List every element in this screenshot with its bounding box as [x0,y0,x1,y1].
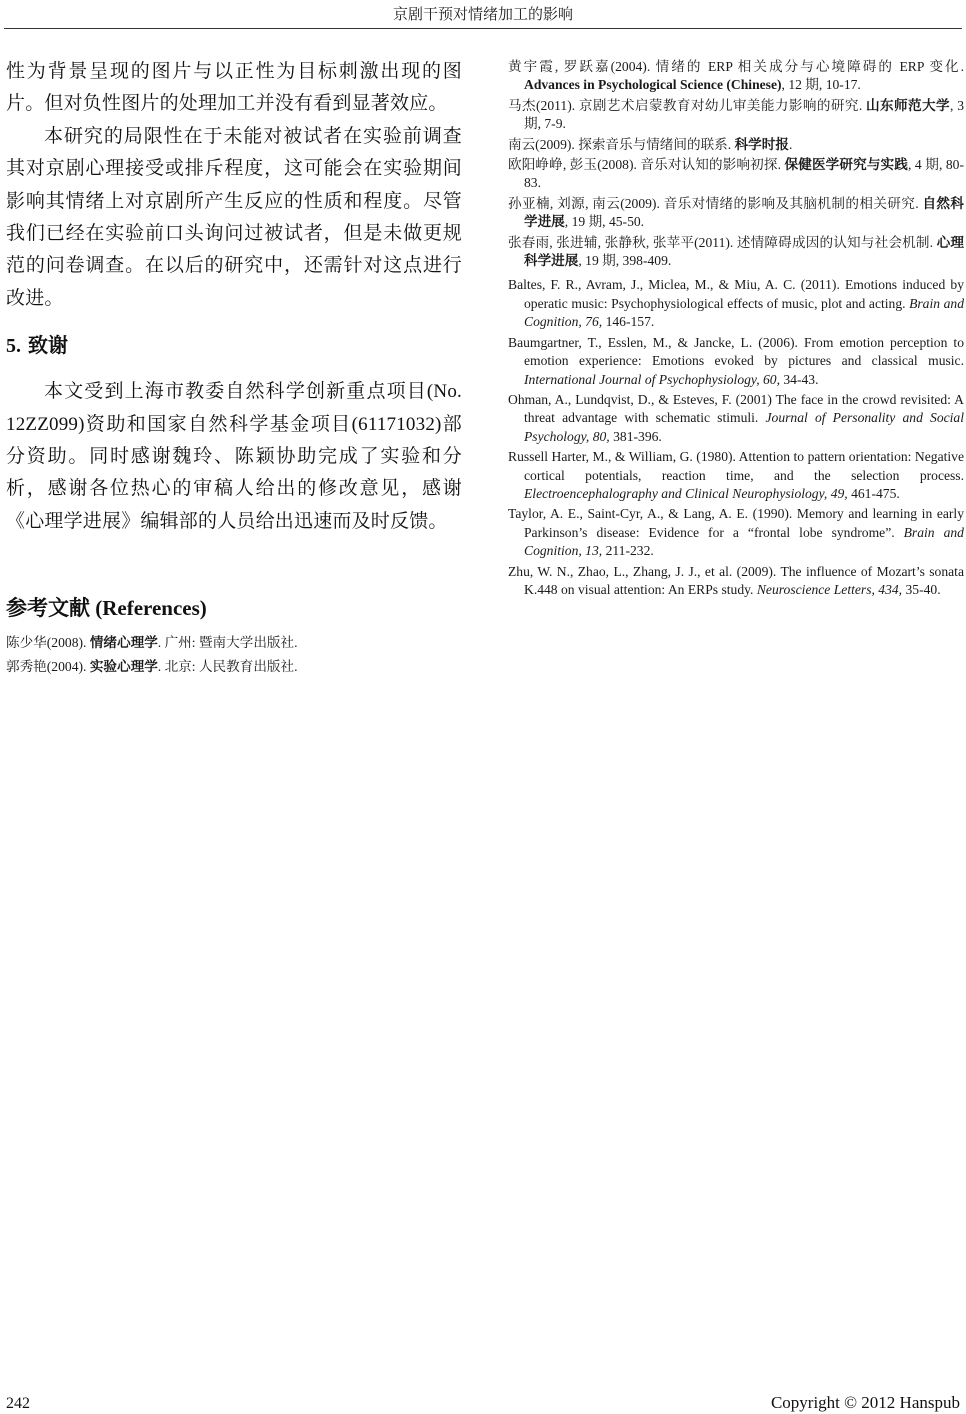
references-heading [6,592,462,624]
reference-entry: 郭秀艳(2004). 实验心理学. 北京: 人民教育出版社. [6,659,298,675]
references-heading-zh: 参考文献 [6,596,90,621]
reference-entry: Russell Harter, M., & William, G. (1980). Attention to pattern orientation: Negative cortical potentials, reaction time, and the selection process. Electroencephalography and Clinical Neurophysiology, 49, 461-475. [508,449,964,501]
reference-entry: 陈少华(2008). 情绪心理学. 广州: 暨南大学出版社. [6,635,298,651]
reference-entry: Baumgartner, T., Esslen, M., & Jancke, L. (2006). From emotion perception to emotion experience: Emotions evoked by pictures and classical music. International Journal of Psychophysiology, 60, 34-43. [508,334,964,387]
reference-entry: 孙亚楠, 刘源, 南云(2009). 音乐对情绪的影响及其脑机制的相关研究. 自然科学进展, 19 期, 45-50. [508,195,965,230]
reference-entry: 南云(2009). 探索音乐与情绪间的联系. 科学时报. [508,136,793,152]
reference-entry: 欧阳峥峥, 彭玉(2008). 音乐对认知的影响初探. 保健医学研究与实践, 4 期, 80-83. [508,157,964,191]
acknowledgement-paragraph: 本文受到上海市教委自然科学创新重点项目(No. 12ZZ099)资助和国家自然科学基金项目(61171032)部分资助。同时感谢魏玲、陈颖协助完成了实验和分析，感谢各位热心的审稿人给出的修改意见，感谢《心理学进展》编辑部的人员给出迅速而及时反馈。 [6,381,462,532]
header-rule [4,28,962,29]
left-column [6,56,462,678]
reference-entry: 马杰(2011). 京剧艺术启蒙教育对幼儿审美能力影响的研究. 山东师范大学, 3 期, 7-9. [508,97,965,132]
right-column [508,58,964,599]
reference-entry: Ohman, A., Lundqvist, D., & Esteves, F. (2001) The face in the crowd revisited: A threat advantage with schematic stimuli. Journal of Personality and Social Psychology, 80, 381-396. [508,391,965,444]
section-number: 5. [6,335,21,358]
page-number: 242 [6,1395,30,1412]
body-paragraph-2: 本研究的局限性在于未能对被试者在实验前调查其对京剧心理接受或排斥程度，这可能会在实验期间影响其情绪上对京剧所产生反应的性质和程度。尽管我们已经在实验前口头询问过被试者，但是未做更规范的问卷调查。在以后的研究中，还需针对这点进行改进。 [6,125,462,309]
reference-entry: 黄宇霞, 罗跃嘉(2004). 情绪的 ERP 相关成分与心境障碍的 ERP 变化. Advances in Psychological Science (Chinese), 12 期, 10-17. [508,59,964,93]
section-heading-acknowledgements [6,329,462,362]
reference-entry: Baltes, F. R., Avram, J., Miclea, M., & Miu, A. C. (2011). Emotions induced by operatic music: Psychophysiological effects of music, plot and acting. Brain and Cognition, 76, 146-157. [508,277,964,330]
body-paragraph-1: 性为背景呈现的图片与以正性为目标刺激出现的图片。但对负性图片的处理加工并没有看到显著效应。 [6,61,462,115]
reference-entry: Taylor, A. E., Saint-Cyr, A., & Lang, A. E. (1990). Memory and learning in early Parkinson’s disease: Evidence for a “frontal lobe syndrome”. Brain and Cognition, 13, 211-232. [508,506,964,559]
reference-entry: 张春雨, 张进辅, 张静秋, 张苹平(2011). 述情障碍成因的认知与社会机制. 心理科学进展, 19 期, 398-409. [508,234,964,269]
running-header: 京剧干预对情绪加工的影响 [392,7,573,23]
section-title: 致谢 [27,333,68,358]
reference-entry: Zhu, W. N., Zhao, L., Zhang, J. J., et al. (2009). The influence of Mozart’s sonata K.448 on visual attention: An ERPs study. Neuroscience Letters, 434, 35-40. [508,563,964,597]
copyright-notice: Copyright © 2012 Hanspub [770,1393,960,1412]
references-heading-en: (References) [95,596,207,621]
